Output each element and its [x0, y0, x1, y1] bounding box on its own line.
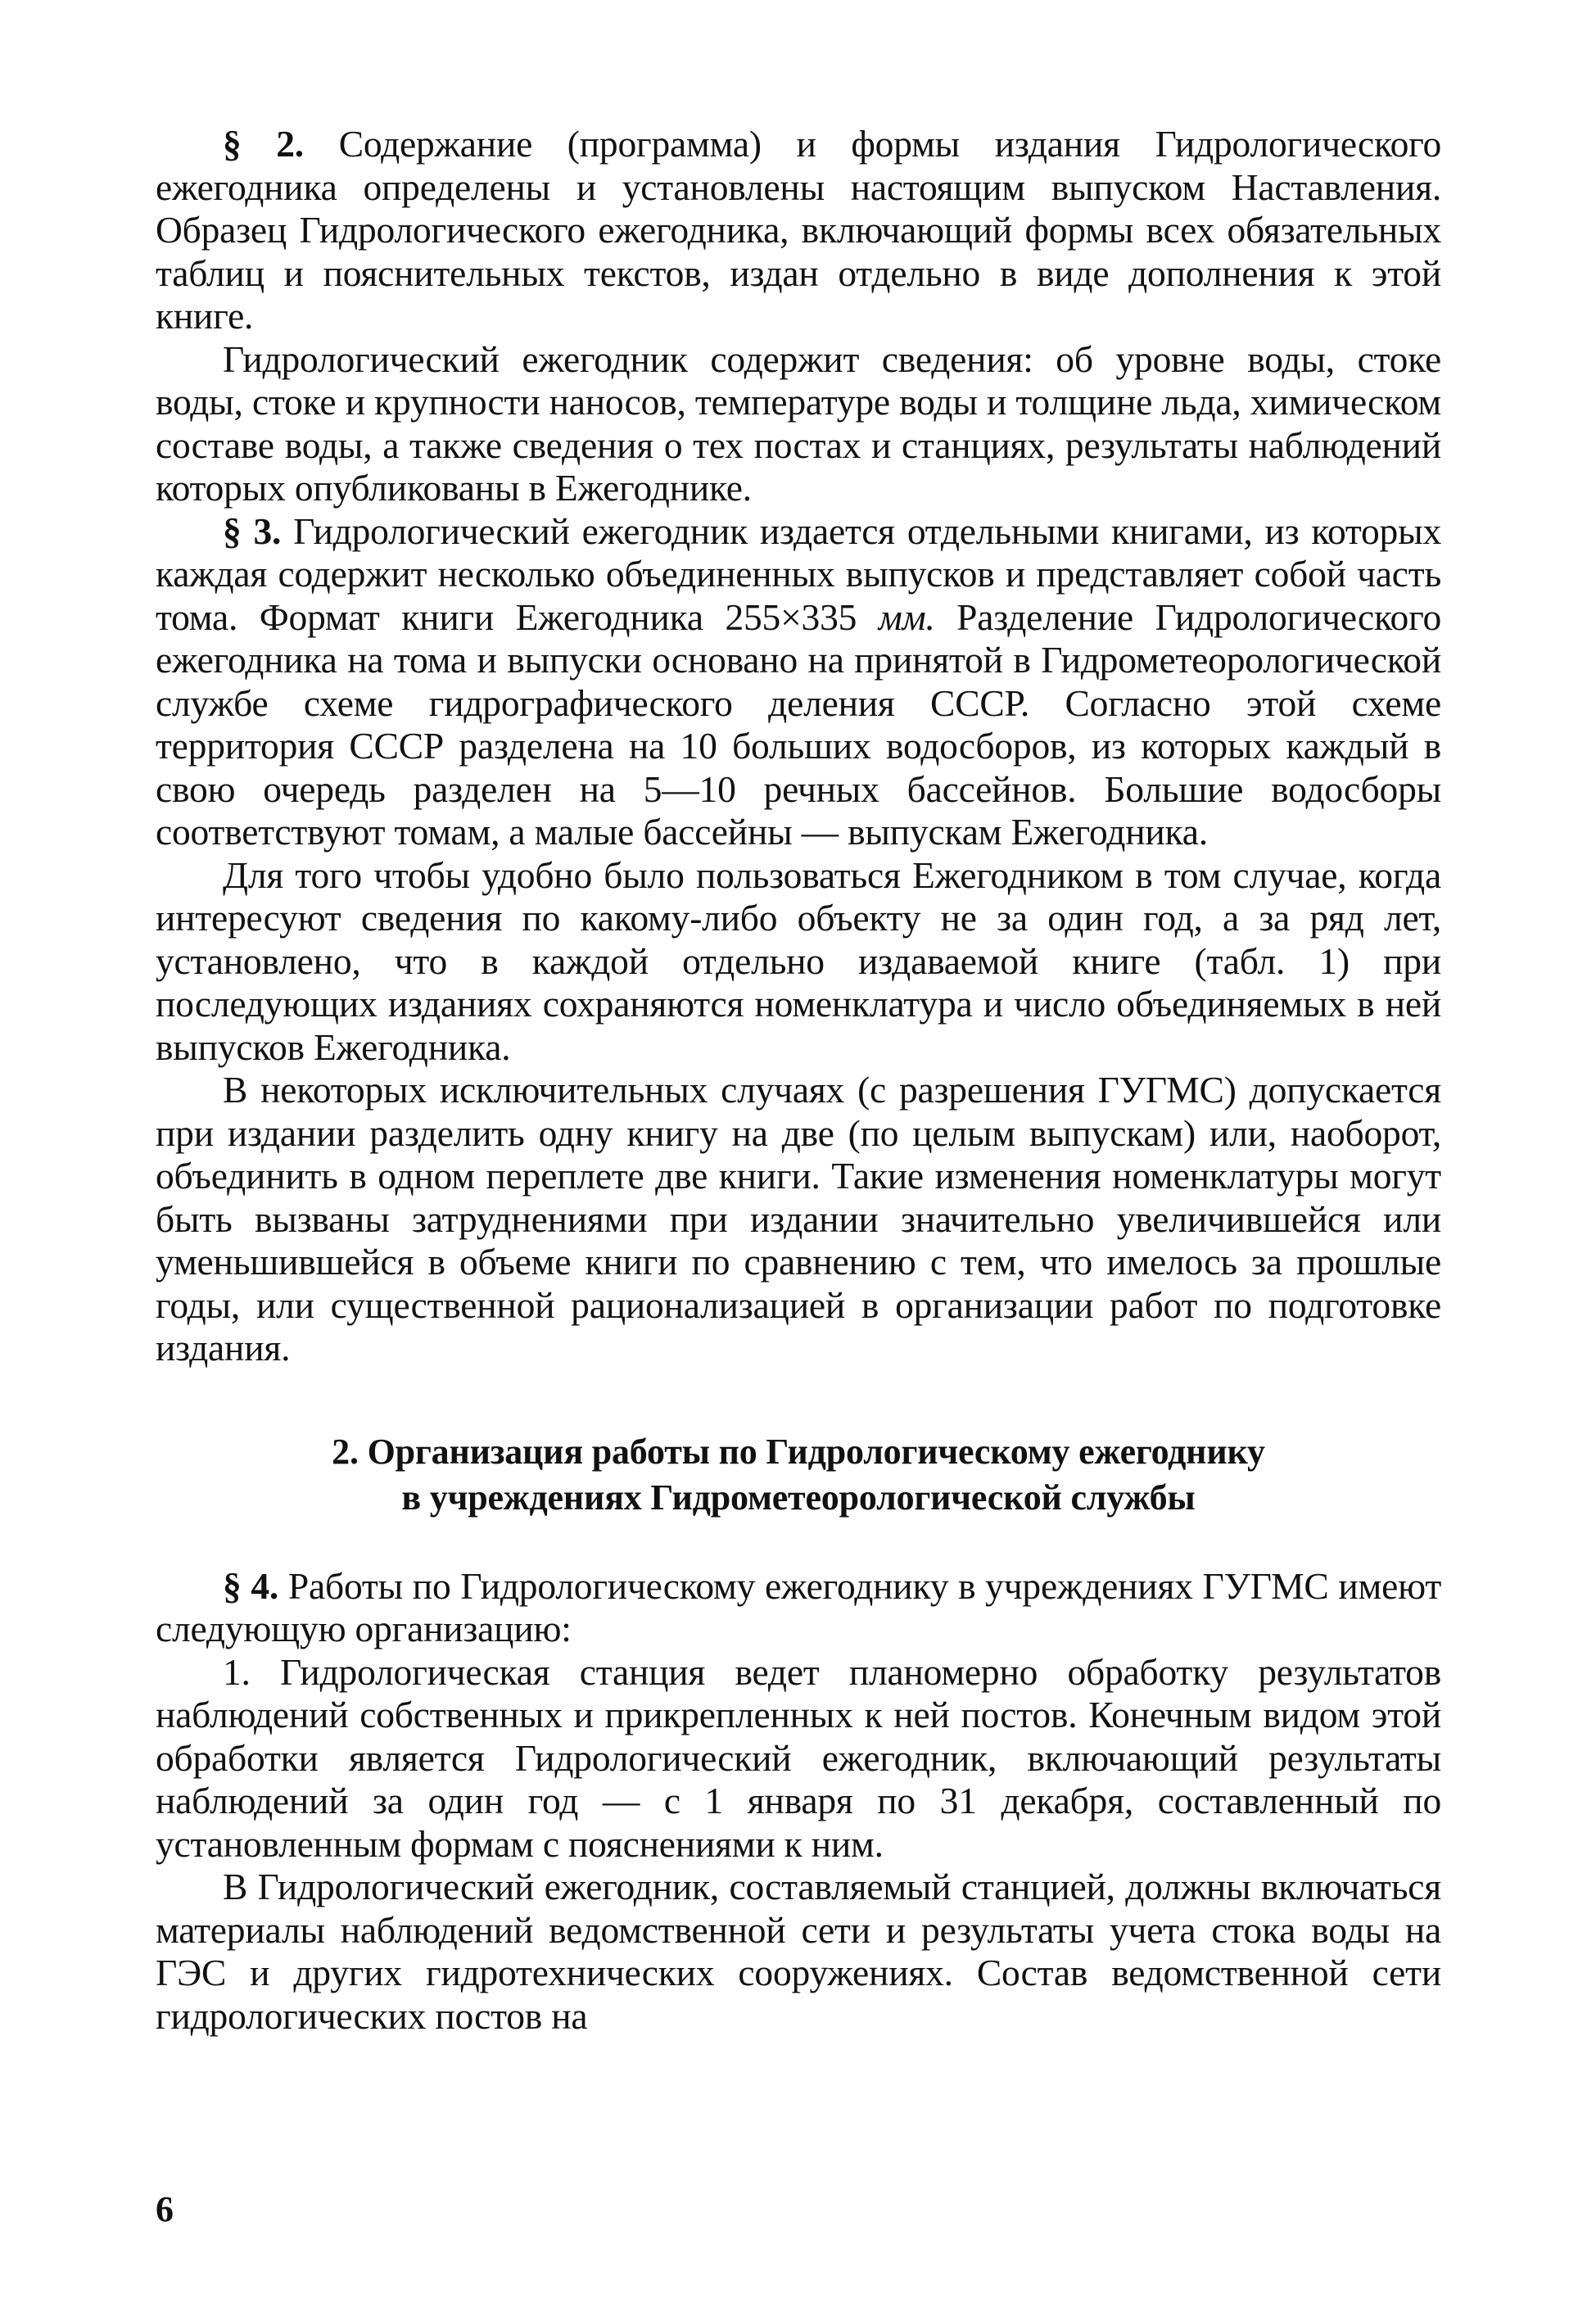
paragraph-text: В Гидрологический ежегодник, составляемый станцией, должны включаться материалы наблюдений ведомственной сети и результаты учета стока воды на ГЭС и других гидротехнических сооружениях. Состав ведомственной сети гидрологических постов на [156, 1866, 1441, 2037]
paragraph-text: Разделение Гидрологического ежегодника на тома и выпуски основано на принятой в Гидрометеорологической службе схеме гидрографического деления СССР. Согласно этой схеме территория СССР разделена на 10 больших водосборов, из которых каждый в свою очередь разделен на 5—10 речных бассейнов. Большие водосборы соответствуют томам, а малые бассейны — выпускам Ежегодника. [156, 595, 1441, 853]
paragraph-section-2 [156, 123, 1441, 338]
heading-line-1: 2. Организация работы по Гидрологическому ежегоднику [332, 1431, 1265, 1472]
paragraph-section-4 [156, 1565, 1441, 1651]
page-number: 6 [156, 2189, 174, 2229]
paragraph-text: 1. Гидрологическая станция ведет планомерно обработку результатов наблюдений собственных и прикрепленных к ней постов. Конечным видом этой обработки является Гидрологический ежегодник, включающий результаты наблюдений за один год — с 1 января по 31 декабря, составленный по установленным формам с пояснениями к ним. [156, 1650, 1441, 1865]
paragraph-item-1 [156, 1651, 1441, 1866]
heading-line-2: в учреждениях Гидрометеорологической службы [401, 1477, 1196, 1518]
paragraph-nomenclature [156, 854, 1441, 1070]
paragraph-departmental-network [156, 1866, 1441, 2038]
section-number: § 2. [223, 123, 304, 165]
paragraph-text: Работы по Гидрологическому ежегоднику в учреждениях ГУГМС имеют следующую организацию: [156, 1564, 1442, 1649]
paragraph-text: Гидрологический ежегодник издается отдельными книгами, из которых каждая содержит несколько объединенных выпусков и представляет собой часть тома. Формат книги Ежегодника 255×335 [156, 509, 1441, 638]
paragraph-exceptions [156, 1069, 1441, 1370]
paragraph-text: Содержание (программа) и формы издания Гидрологического ежегодника определены и установлены настоящим выпуском Наставления. Образец Гидрологического ежегодника, включающий формы всех обязательных таблиц и пояснительных текстов, издан отдельно в виде дополнения к этой книге. [156, 123, 1441, 337]
section-number: § 4. [223, 1564, 279, 1607]
paragraph-section-3 [156, 510, 1441, 854]
unit-mm: мм. [878, 595, 935, 638]
paragraph-text: Для того чтобы удобно было пользоваться Ежегодником в том случае, когда интересуют сведения по какому-либо объекту не за один год, а за ряд лет, установлено, что в каждой отдельно издаваемой книге (табл. 1) при последующих изданиях сохраняются номенклатура и число объединяемых в ней выпусков Ежегодника. [156, 853, 1441, 1068]
section-heading [156, 1429, 1441, 1521]
section-number: § 3. [223, 509, 282, 552]
paragraph-yearbook-contents [156, 338, 1441, 510]
paragraph-text: Гидрологический ежегодник содержит сведения: об уровне воды, стоке воды, стоке и крупности наносов, температуре воды и толщине льда, химическом составе воды, а также сведения о тех постах и станциях, результаты наблюдений которых опубликованы в Ежегоднике. [156, 337, 1441, 509]
paragraph-text: В некоторых исключительных случаях (с разрешения ГУГМС) допускается при издании разделить одну книгу на две (по целым выпускам) или, наоборот, объединить в одном переплете две книги. Такие изменения номенклатуры могут быть вызваны затруднениями при издании значительно увеличившейся или уменьшившейся в объеме книги по сравнению с тем, что имелось за прошлые годы, или существенной рационализацией в организации работ по подготовке издания. [156, 1069, 1441, 1369]
page-body [156, 123, 1441, 2038]
